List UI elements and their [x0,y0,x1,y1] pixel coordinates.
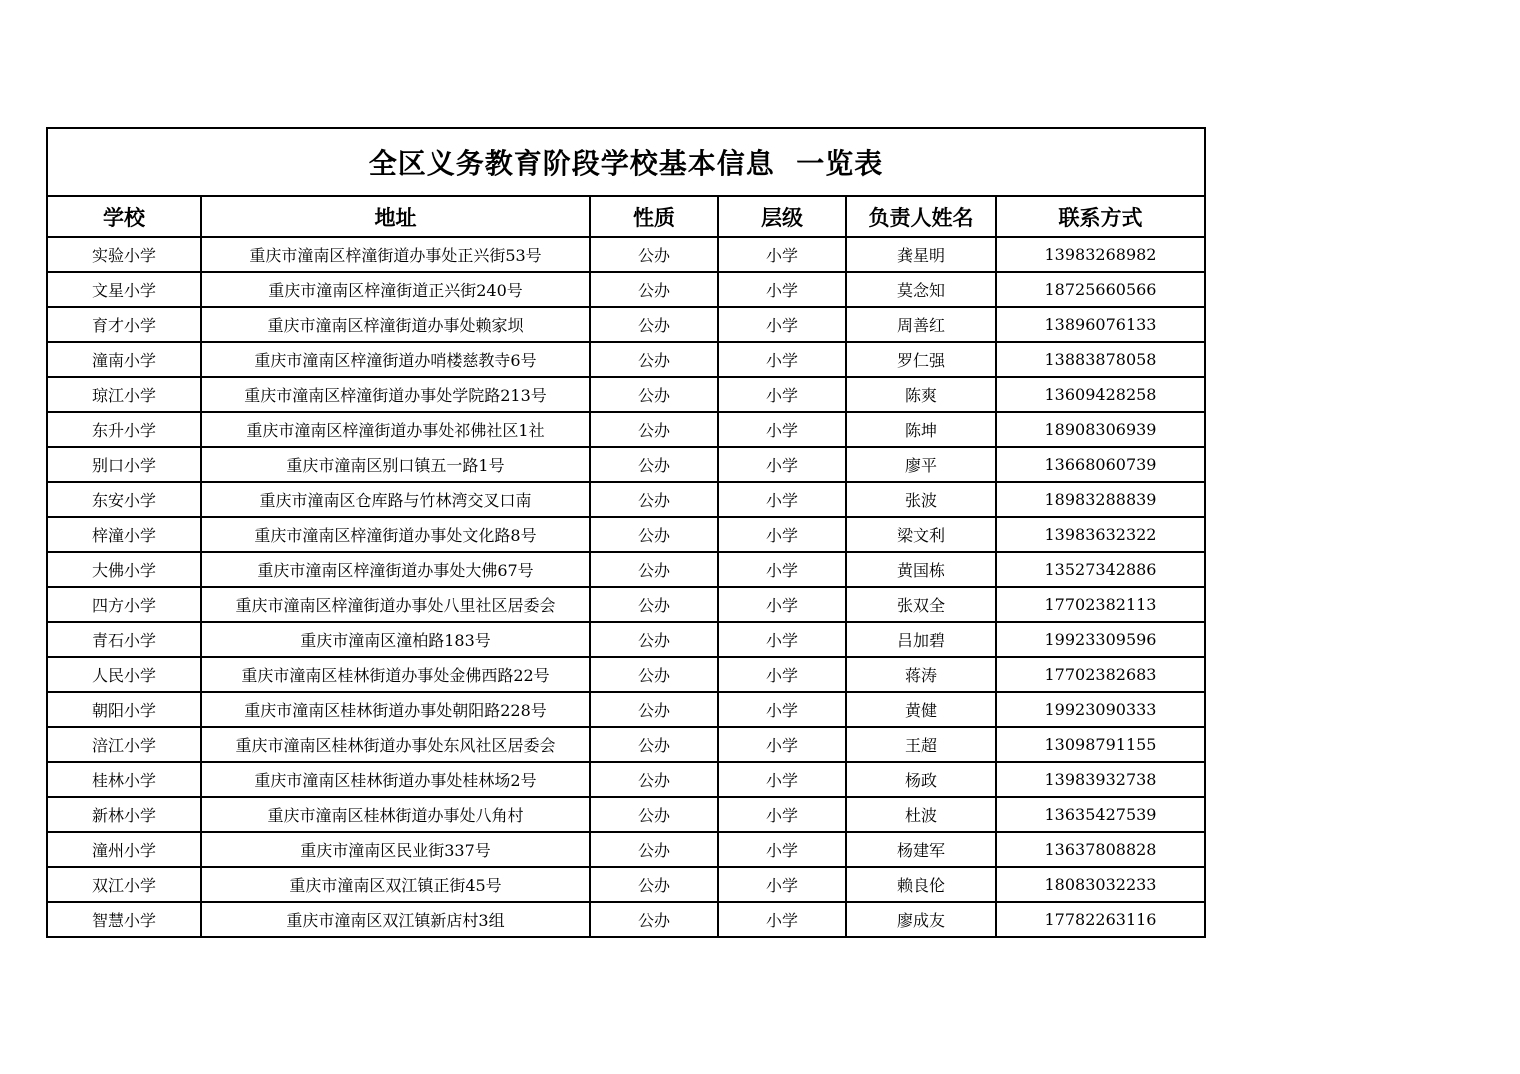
header-row [48,197,1204,237]
cell-address: 重庆市潼南区桂林街道办事处桂林场2号 [201,762,590,797]
cell-address: 重庆市潼南区梓潼街道办事处大佛67号 [201,552,590,587]
cell-person: 王超 [846,727,996,762]
cell-address: 重庆市潼南区梓潼街道办事处八里社区居委会 [201,587,590,622]
cell-school: 智慧小学 [48,902,201,936]
table-row [48,902,1204,936]
cell-school: 潼州小学 [48,832,201,867]
cell-nature: 公办 [590,377,718,412]
cell-nature: 公办 [590,552,718,587]
cell-nature: 公办 [590,657,718,692]
cell-school: 青石小学 [48,622,201,657]
cell-nature: 公办 [590,447,718,482]
table-body [48,237,1204,936]
cell-school: 梓潼小学 [48,517,201,552]
table-row [48,237,1204,272]
cell-level: 小学 [718,552,846,587]
cell-person: 张波 [846,482,996,517]
cell-nature: 公办 [590,482,718,517]
cell-school: 双江小学 [48,867,201,902]
cell-phone: 13527342886 [996,552,1204,587]
cell-nature: 公办 [590,412,718,447]
cell-phone: 13098791155 [996,727,1204,762]
table-row [48,692,1204,727]
cell-phone: 19923309596 [996,622,1204,657]
cell-level: 小学 [718,377,846,412]
cell-school: 人民小学 [48,657,201,692]
cell-address: 重庆市潼南区桂林街道办事处朝阳路228号 [201,692,590,727]
cell-level: 小学 [718,762,846,797]
cell-person: 黄国栋 [846,552,996,587]
cell-phone: 13668060739 [996,447,1204,482]
cell-level: 小学 [718,587,846,622]
cell-level: 小学 [718,412,846,447]
cell-school: 桂林小学 [48,762,201,797]
cell-address: 重庆市潼南区梓潼街道办事处学院路213号 [201,377,590,412]
cell-nature: 公办 [590,727,718,762]
cell-level: 小学 [718,797,846,832]
cell-level: 小学 [718,447,846,482]
table-row [48,377,1204,412]
cell-school: 东升小学 [48,412,201,447]
cell-person: 赖良伦 [846,867,996,902]
table-row [48,552,1204,587]
cell-nature: 公办 [590,587,718,622]
table-row [48,727,1204,762]
cell-level: 小学 [718,727,846,762]
cell-person: 陈爽 [846,377,996,412]
cell-person: 黄健 [846,692,996,727]
cell-phone: 19923090333 [996,692,1204,727]
cell-address: 重庆市潼南区梓潼街道正兴街240号 [201,272,590,307]
cell-address: 重庆市潼南区双江镇新店村3组 [201,902,590,936]
cell-phone: 13983932738 [996,762,1204,797]
cell-address: 重庆市潼南区仓库路与竹林湾交叉口南 [201,482,590,517]
header-nature: 性质 [590,197,718,237]
cell-school: 文星小学 [48,272,201,307]
header-phone: 联系方式 [996,197,1204,237]
cell-address: 重庆市潼南区桂林街道办事处金佛西路22号 [201,657,590,692]
cell-person: 吕加碧 [846,622,996,657]
cell-school: 涪江小学 [48,727,201,762]
table-row [48,587,1204,622]
table-row [48,622,1204,657]
cell-person: 杜波 [846,797,996,832]
cell-nature: 公办 [590,307,718,342]
cell-nature: 公办 [590,342,718,377]
cell-level: 小学 [718,237,846,272]
cell-nature: 公办 [590,272,718,307]
cell-level: 小学 [718,832,846,867]
cell-level: 小学 [718,902,846,936]
cell-school: 朝阳小学 [48,692,201,727]
cell-address: 重庆市潼南区梓潼街道办事处赖家坝 [201,307,590,342]
document-title: 全区义务教育阶段学校基本信息 一览表 [368,147,884,180]
table-row [48,867,1204,902]
cell-level: 小学 [718,657,846,692]
cell-phone: 18983288839 [996,482,1204,517]
cell-level: 小学 [718,692,846,727]
cell-level: 小学 [718,867,846,902]
cell-school: 东安小学 [48,482,201,517]
table-row [48,307,1204,342]
header-school: 学校 [48,197,201,237]
cell-address: 重庆市潼南区双江镇正街45号 [201,867,590,902]
cell-phone: 13609428258 [996,377,1204,412]
cell-address: 重庆市潼南区桂林街道办事处八角村 [201,797,590,832]
cell-person: 廖成友 [846,902,996,936]
cell-phone: 13635427539 [996,797,1204,832]
cell-nature: 公办 [590,237,718,272]
school-table [48,197,1204,936]
cell-school: 实验小学 [48,237,201,272]
cell-phone: 13983268982 [996,237,1204,272]
table-row [48,517,1204,552]
cell-person: 廖平 [846,447,996,482]
cell-person: 杨政 [846,762,996,797]
cell-level: 小学 [718,482,846,517]
cell-person: 周善红 [846,307,996,342]
cell-phone: 18083032233 [996,867,1204,902]
cell-nature: 公办 [590,762,718,797]
cell-phone: 18725660566 [996,272,1204,307]
header-address: 地址 [201,197,590,237]
cell-person: 罗仁强 [846,342,996,377]
cell-person: 龚星明 [846,237,996,272]
cell-address: 重庆市潼南区桂林街道办事处东风社区居委会 [201,727,590,762]
table-row [48,447,1204,482]
cell-school: 四方小学 [48,587,201,622]
table-row [48,797,1204,832]
cell-phone: 13896076133 [996,307,1204,342]
table-row [48,762,1204,797]
cell-level: 小学 [718,622,846,657]
cell-level: 小学 [718,342,846,377]
cell-school: 别口小学 [48,447,201,482]
cell-nature: 公办 [590,517,718,552]
title-row [48,129,1204,197]
cell-address: 重庆市潼南区民业街337号 [201,832,590,867]
cell-phone: 13983632322 [996,517,1204,552]
cell-address: 重庆市潼南区梓潼街道办事处正兴街53号 [201,237,590,272]
cell-phone: 13883878058 [996,342,1204,377]
cell-phone: 13637808828 [996,832,1204,867]
cell-phone: 17702382683 [996,657,1204,692]
cell-address: 重庆市潼南区梓潼街道办事处祁佛社区1社 [201,412,590,447]
cell-nature: 公办 [590,902,718,936]
cell-nature: 公办 [590,622,718,657]
cell-person: 莫念知 [846,272,996,307]
cell-address: 重庆市潼南区潼柏路183号 [201,622,590,657]
table-row [48,482,1204,517]
cell-person: 蒋涛 [846,657,996,692]
table-row [48,272,1204,307]
cell-phone: 18908306939 [996,412,1204,447]
cell-level: 小学 [718,272,846,307]
cell-nature: 公办 [590,797,718,832]
cell-address: 重庆市潼南区别口镇五一路1号 [201,447,590,482]
school-info-sheet [46,127,1206,938]
cell-nature: 公办 [590,867,718,902]
cell-person: 张双全 [846,587,996,622]
cell-address: 重庆市潼南区梓潼街道办事处文化路8号 [201,517,590,552]
table-row [48,412,1204,447]
cell-phone: 17782263116 [1044,910,1157,929]
cell-nature: 公办 [590,832,718,867]
cell-phone: 17702382113 [996,587,1204,622]
cell-person: 梁文利 [846,517,996,552]
cell-school: 大佛小学 [48,552,201,587]
cell-address: 重庆市潼南区梓潼街道办哨楼慈教寺6号 [201,342,590,377]
cell-person: 陈坤 [846,412,996,447]
cell-school: 育才小学 [48,307,201,342]
cell-person: 杨建军 [846,832,996,867]
cell-nature: 公办 [590,692,718,727]
header-level: 层级 [718,197,846,237]
table-row [48,832,1204,867]
cell-level: 小学 [718,307,846,342]
header-person: 负责人姓名 [846,197,996,237]
table-row [48,342,1204,377]
cell-school: 潼南小学 [48,342,201,377]
cell-school: 新林小学 [48,797,201,832]
table-row [48,657,1204,692]
cell-level: 小学 [718,517,846,552]
cell-school: 琼江小学 [48,377,201,412]
